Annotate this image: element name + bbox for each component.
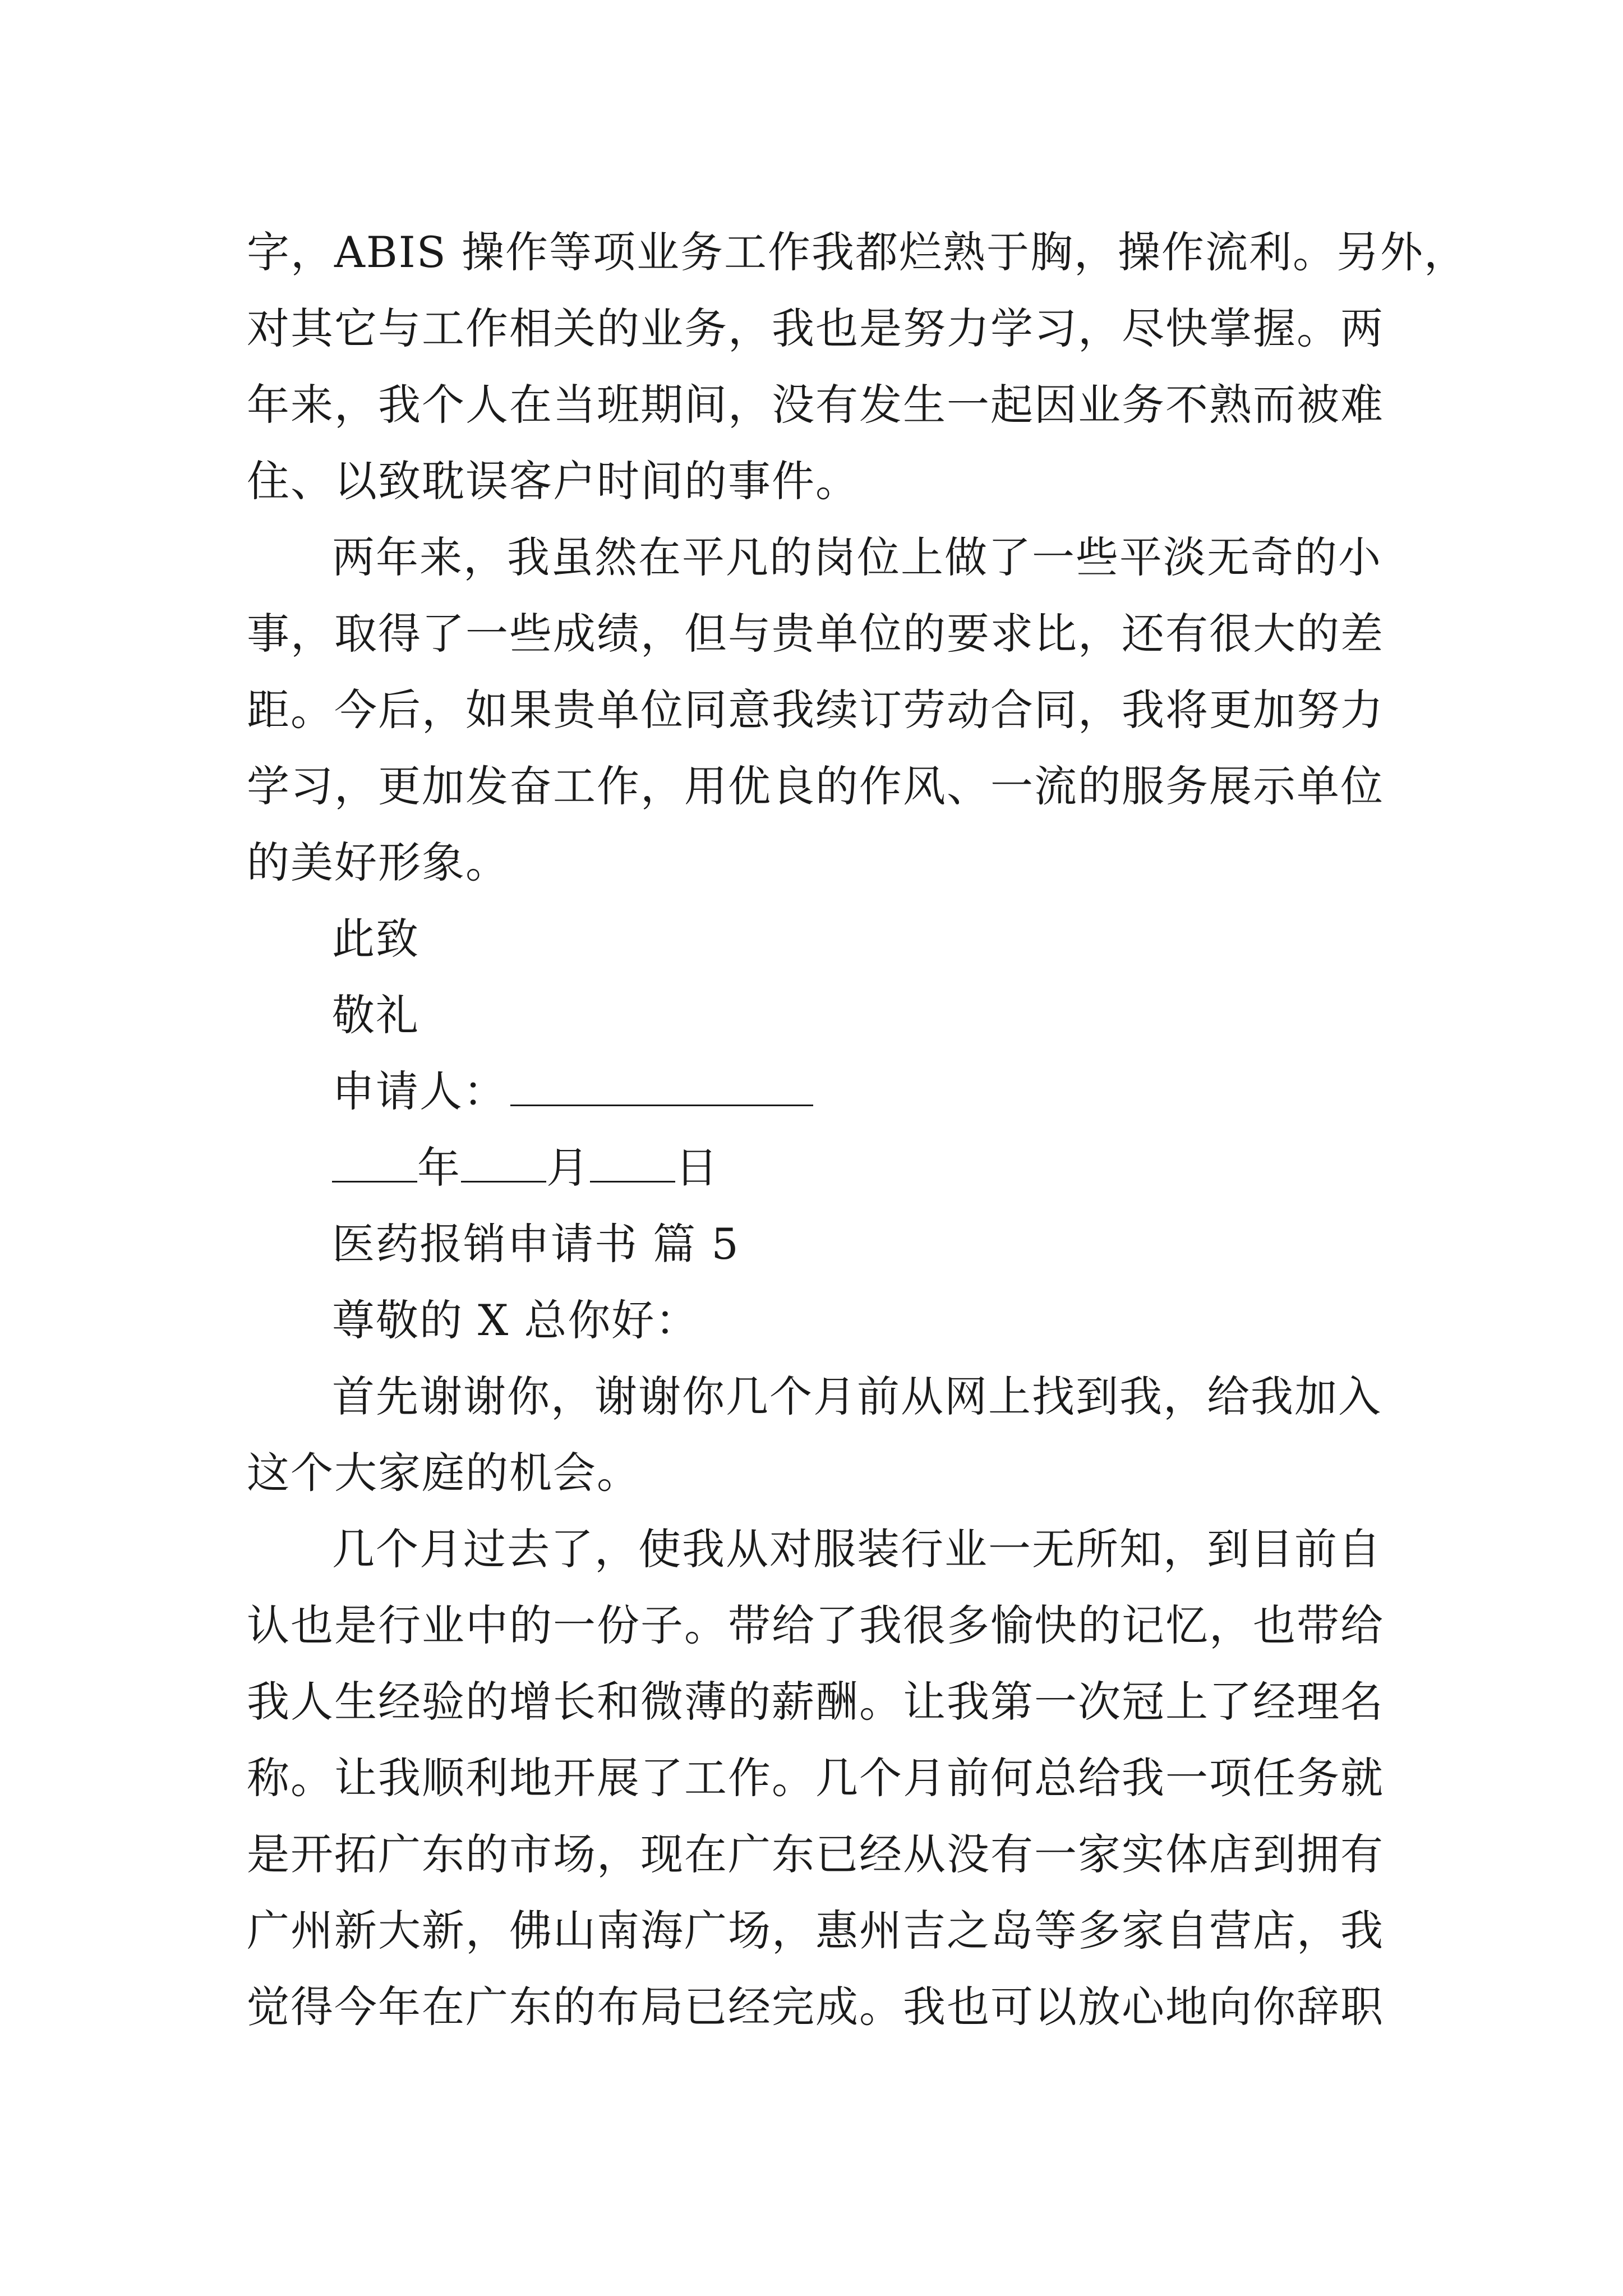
text-line: 这个大家庭的机会。: [247, 1448, 640, 1498]
date-line: [247, 1130, 1413, 1206]
paragraph-3: [247, 1359, 1413, 1511]
text-line: 认也是行业中的一份子。带给了我很多愉快的记忆，也带给: [247, 1600, 1384, 1650]
salutation: [247, 1282, 1413, 1359]
closing-line-2: 敬礼: [332, 990, 419, 1040]
applicant-line: [247, 1053, 1413, 1130]
text-line: 觉得今年在广东的布局已经完成。我也可以放心地向你辞职: [247, 1982, 1384, 2032]
text-line: 年来，我个人在当班期间，没有发生一起因业务不熟而被难: [247, 380, 1384, 430]
date-year-label: 年: [417, 1143, 461, 1193]
month-blank: [461, 1142, 546, 1182]
text-line: 事，取得了一些成绩，但与贵单位的要求比，还有很大的差: [247, 609, 1384, 659]
year-blank: [332, 1142, 417, 1182]
text-line: 几个月过去了，使我从对服装行业一无所知，到目前自: [332, 1524, 1382, 1574]
applicant-blank: [510, 1065, 813, 1106]
closing-regards: [247, 977, 1413, 1053]
paragraph-2: [247, 519, 1413, 901]
text-line: 字，ABIS 操作等项业务工作我都烂熟于胸，操作流利。另外，: [247, 227, 1468, 277]
text-line: 首先谢谢你，谢谢你几个月前从网上找到我，给我加入: [332, 1372, 1382, 1421]
text-line: 称。让我顺利地开展了工作。几个月前何总给我一项任务就: [247, 1753, 1384, 1803]
text-line: 我人生经验的增长和微薄的薪酬。让我第一次冠上了经理名: [247, 1677, 1384, 1727]
closing-salute: [247, 901, 1413, 977]
text-line: 住、以致耽误客户时间的事件。: [247, 456, 859, 506]
text-line: 距。今后，如果贵单位同意我续订劳动合同，我将更加努力: [247, 685, 1384, 735]
closing-line-1: 此致: [332, 914, 419, 964]
text-line: 对其它与工作相关的业务，我也是努力学习，尽快掌握。两: [247, 303, 1384, 353]
applicant-label: 申请人：: [332, 1066, 507, 1116]
day-blank: [590, 1142, 675, 1182]
text-line: 两年来，我虽然在平凡的岗位上做了一些平淡无奇的小: [332, 532, 1382, 582]
document-body: [247, 214, 1468, 2045]
date-month-label: 月: [546, 1143, 590, 1193]
paragraph-4: [247, 1511, 1413, 2045]
text-line: 的美好形象。: [247, 838, 509, 887]
section-title: 医药报销申请书 篇 5: [332, 1219, 740, 1269]
text-line: 学习，更加发奋工作，用优良的作风、一流的服务展示单位: [247, 761, 1384, 811]
paragraph-1: [247, 214, 1468, 519]
text-line: 广州新大新，佛山南海广场，惠州吉之岛等多家自营店，我: [247, 1906, 1384, 1955]
text-line: 是开拓广东的市场，现在广东已经从没有一家实体店到拥有: [247, 1829, 1384, 1879]
salutation-text: 尊敬的 X 总你好：: [332, 1295, 699, 1345]
section-heading: [247, 1206, 1413, 1282]
date-day-label: 日: [675, 1143, 719, 1193]
